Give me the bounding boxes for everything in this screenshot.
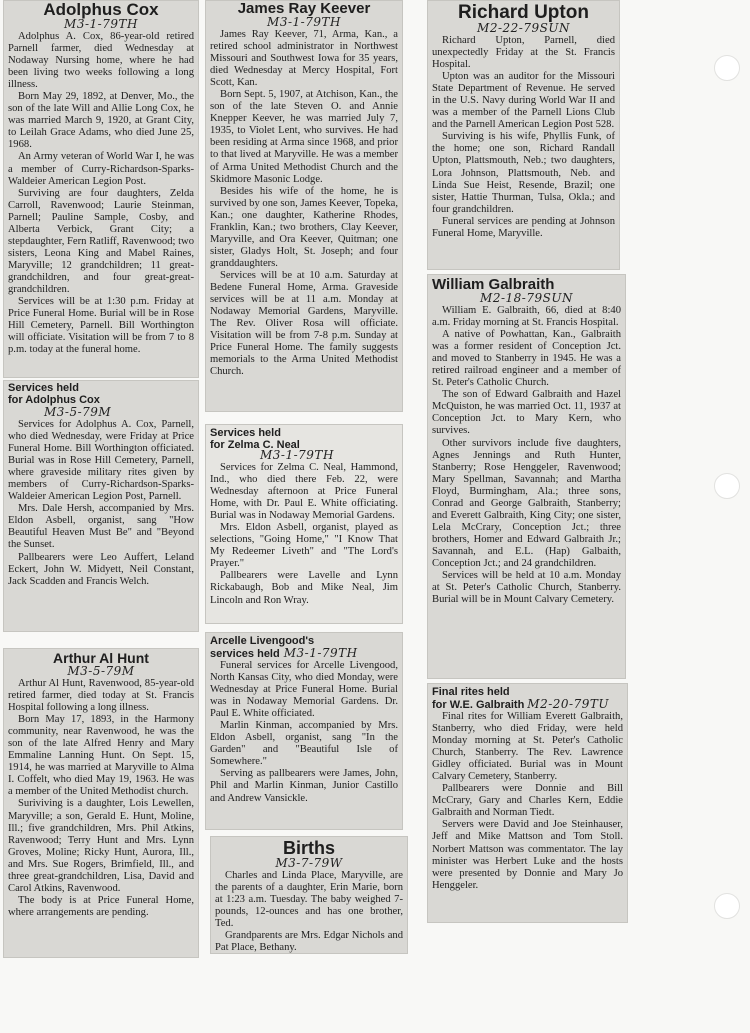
paragraph: Upton was an auditor for the Missouri State Department of Revenue. He served in the U.S. Navy during World War II and was a member of the Parnell Lions Club and the Parnell American Legion Post 528. <box>432 71 615 131</box>
punch-hole-middle <box>714 473 740 499</box>
paragraph: Pallbearers were Leo Auffert, Leland Eckert, John W. Midyett, Neil Constant, Jack Scadden and Francis Welch. <box>8 551 194 587</box>
handwritten-date: M3-5-79M <box>67 664 135 678</box>
paragraph: Grandparents are Mrs. Edgar Nichols and Pat Place, Bethany. <box>215 930 403 954</box>
headline-line: services held <box>210 648 280 660</box>
clipping-galbraith-rites <box>427 683 628 923</box>
clipping-keever-obituary <box>205 0 403 412</box>
paragraph: Arthur Al Hunt, Ravenwood, 85-year-old retired farmer, died today at St. Francis Hospital following a long illness. <box>8 678 194 714</box>
handwritten-date: M3-1-79TH <box>260 448 334 462</box>
paragraph: Charles and Linda Place, Maryville, are the parents of a daughter, Erin Marie, born at 1:23 a.m. Tuesday. The baby weighed 7-pounds, 12-ounces and has one brother, Ted. <box>215 870 403 930</box>
paragraph: Born May 29, 1892, at Denver, Mo., the son of the late Will and Allie Long Cox, he was married March 9, 1920, at Grant City, to Leilah Grace Adams, who died June 25, 1968. <box>8 91 194 151</box>
handwritten-date: M3-1-79TH <box>283 646 358 660</box>
paragraph: Final rites for William Everett Galbraith, Stanberry, who died Friday, were held Monday morning at St. Peter's Catholic Church, Stanberry. The Rev. Lawrence Gidley officiated. Burial was in Mount Calvary Cemetery, Stanberry. <box>432 711 623 783</box>
paragraph: Surviving is his wife, Phyllis Funk, of the home; one son, Richard Randall Upton, Plattsmouth, Neb.; two daughters, Lora Johnson, Plattsmouth, Neb. and Linda Sue Heist, Resende, Brazil; one sister, Hattie Thurman, Tulsa, Okla.; and four grandchildren. <box>432 131 615 215</box>
paragraph: Services will be at 1:30 p.m. Friday at Price Funeral Home. Burial will be in Rose Hill Cemetery, Parnell. Bill Worthington will officiate. Visitation will be from 7 to 8 p.m. today at the funeral home. <box>8 296 194 356</box>
paragraph: Mrs. Eldon Asbell, organist, played as selections, "Going Home," "I Know That My Redeemer Liveth" and "The Lord's Prayer." <box>210 522 398 570</box>
paragraph: Pallbearers were Lavelle and Lynn Rickabaugh, Bob and Mike Neal, Jim Lincoln and Ron Wray. <box>210 570 398 606</box>
headline: William Galbraith <box>432 276 555 293</box>
headline: Adolphus Cox <box>43 0 159 19</box>
headline-line: Services held <box>8 382 79 394</box>
handwritten-date: M3-7-79W <box>275 856 343 870</box>
headline-line: for Adolphus Cox <box>8 394 100 406</box>
paragraph: Besides his wife of the home, he is survived by one son, James Keever, Topeka, Kan.; one daughter, Katherine Rhodes, Franklin, Kan.; two brothers, Clay Keever, Maryville, and Ora Keever, Quitman; one sister, Gladys Holt, St. Joseph; and four granddaughters. <box>210 185 398 269</box>
paragraph: Services will be held at 10 a.m. Monday at St. Peter's Catholic Church, Stanberry. Burial will be in Mount Calvary Cemetery. <box>432 570 621 606</box>
headline-line: Services held <box>210 427 281 439</box>
clipping-cox-services <box>3 380 199 632</box>
headline: Births <box>282 838 335 858</box>
clipping-cox-obituary <box>3 0 199 378</box>
headline-line: Arcelle Livengood's <box>210 635 315 647</box>
paragraph: Services will be at 10 a.m. Saturday at Bedene Funeral Home, Arma. Graveside services will be at 11 a.m. Monday at Nodaway Memorial Gardens, Maryville. The Rev. Oliver Rosa will officiate. Visitation will be from 7-8 p.m. Sunday at Price Funeral Home. The family suggests memorials to the Arma United Methodist Church. <box>210 269 398 378</box>
paragraph: Marlin Kinman, accompanied by Mrs. Eldon Asbell, organist, sang "In the Garden" and "Beautiful Isle of Somewhere." <box>210 720 398 768</box>
paragraph: Other survivors include five daughters, Agnes Jennings and Ruth Hunter, Stanberry; Rose Henggeler, Ravenwood; Mary Spellman, Savannah; and Martha Floyd, Burmingham, Ala.; three sons, Conrad and George Galbraith, Stanberry; and Everett Galbraith, King City; one sister, Lela McCrary, Conception Jct.; three brothers, Homer and Edward Galbraith Jr.; Savannah, and E.L. (Hap) Galbaith, Conception Jct.; and 24 grandchildren. <box>432 437 621 569</box>
clipping-hunt-obituary <box>3 648 199 958</box>
paragraph: Servers were David and Joe Steinhauser, Jeff and Mike Mattson and Tom Stoll. Norbert Mattson was commentator. The lay minister was Herbert Luke and the hosts were presented by Donnie and Mary Jo Henggeler. <box>432 819 623 891</box>
paragraph: Mrs. Dale Hersh, accompanied by Mrs. Eldon Asbell, organist, sang "How Beautiful Heaven Must Be" and "Beyond the Sunset. <box>8 503 194 551</box>
paragraph: Services for Adolphus A. Cox, Parnell, who died Wednesday, were Friday at Price Funeral Home. Bill Worthington officiated. Burial was in Rose Hill Cemetery, Parnell, where graveside military rites given by members of Curry-Richardson-Sparks-Waldeier American Legion Post, Parnell. <box>8 419 194 503</box>
punch-hole-bottom <box>714 893 740 919</box>
paragraph: Surviving are four daughters, Zelda Carroll, Ravenwood; Laurie Steinman, Parnell; Pauline Sample, Cosby, and Alberta Verbick, Grant City; a stepdaughter, Fern Ratliff, Ravenwood; two sisters, Leona King and Mabel Raines, Maryville; 12 grandchildren; 11 great-grandchildren, and four great-great-grandchildren. <box>8 187 194 295</box>
headline: Arthur Al Hunt <box>53 650 149 666</box>
paragraph: The body is at Price Funeral Home, where arrangements are pending. <box>8 894 194 918</box>
headline-line: for W.E. Galbraith <box>432 699 525 711</box>
handwritten-date: M3-1-79TH <box>64 17 138 31</box>
handwritten-date: M2-22-79SUN <box>477 21 570 35</box>
paragraph: Adolphus A. Cox, 86-year-old retired Parnell farmer, died Wednesday at Nodaway Nursing home, where he had been living two weeks following a long illness. <box>8 31 194 91</box>
handwritten-date: M3-1-79TH <box>267 15 341 29</box>
handwritten-date: M3-5-79M <box>44 405 112 419</box>
clipping-livengood-services <box>205 632 403 830</box>
headline-line: Final rites held <box>432 686 510 698</box>
paragraph: The son of Edward Galbraith and Hazel McQuiston, he was married Oct. 11, 1937 at Conception Jct. to Mary Kern, who survives. <box>432 389 621 437</box>
clipping-galbraith-obituary <box>427 274 626 679</box>
paragraph: An Army veteran of World War I, he was a member of Curry-Richardson-Sparks-Waldeier American Legion Post. <box>8 151 194 187</box>
paragraph: Funeral services are pending at Johnson Funeral Home, Maryville. <box>432 215 615 239</box>
paragraph: Pallbearers were Donnie and Bill McCrary, Gary and Charles Kern, Eddie Galbraith and Norman Tiedt. <box>432 783 623 819</box>
headline: James Ray Keever <box>237 0 371 17</box>
paragraph: Funeral services for Arcelle Livengood, North Kansas City, who died Monday, were Wednesday at Price Funeral Home. Burial was in Nodaway Memorial Gardens. Dr. Paul E. White officiated. <box>210 660 398 720</box>
paragraph: William E. Galbraith, 66, died at 8:40 a.m. Friday morning at St. Francis Hospital. <box>432 305 621 329</box>
punch-hole-top <box>714 55 740 81</box>
headline: Richard Upton <box>458 2 589 23</box>
clipping-births <box>210 836 408 954</box>
headline-line: for Zelma C. Neal <box>210 439 300 451</box>
handwritten-date: M2-20-79TU <box>527 697 609 711</box>
paragraph: A native of Powhattan, Kan., Galbraith was a former resident of Conception Jct. and moved to Stanberry in 1945. He was a retired railroad engineer and a member of St. Peter's Catholic Church. <box>432 329 621 389</box>
paragraph: Born May 17, 1893, in the Harmony community, near Ravenwood, he was the son of the late Alfred Henry and Mary Emmaline Lanning Hunt. On Sept. 15, 1914, he was married at Maryville to Alma I. Coffelt, who died May 19, 1963. He was a member of the United Methodist church. <box>8 714 194 798</box>
paragraph: James Ray Keever, 71, Arma, Kan., a retired school administrator in Northwest Missouri and Southwest Iowa for 35 years, died Wednesday at Mercy Hospital, Fort Scott, Kan. <box>210 29 398 89</box>
clipping-upton-obituary <box>427 0 620 270</box>
paragraph: Suriviving is a daughter, Lois Lewellen, Maryville; a son, Gerald E. Hunt, Moline, Ill.; five grandchildren, Mrs. Phil Atkins, Ravenwood; Terry Hunt and Mrs. Lynn Groves, Moline; Ricky Hunt, Aurora, Ill., and Mrs. Sue Rogers, Brimfield, Ill., and three great-grandchildren, Lisa, David and Carol Atkins, Ravenwood. <box>8 798 194 894</box>
paragraph: Born Sept. 5, 1907, at Atchison, Kan., the son of the late Steven O. and Annie Knepper Keever, he was married July 7, 1935, to Violet Lent, who survives. He had been residing at Arma since 1968, and prior to that lived at Maryville. He was a member of Arma United Methodist Church and the Skidmore Masonic Lodge. <box>210 89 398 185</box>
handwritten-date: M2-18-79SUN <box>480 291 573 305</box>
paragraph: Services for Zelma C. Neal, Hammond, Ind., who died there Feb. 22, were Wednesday afternoon at Price Funeral Home, with Dr. Paul E. White officiating. Burial was in Nodaway Memorial Gardens. <box>210 462 398 522</box>
paragraph: Serving as pallbearers were James, John, Phil and Marlin Kinman, Junior Castillo and Andrew Vansickle. <box>210 768 398 804</box>
clipping-neal-services <box>205 424 403 624</box>
paragraph: Richard Upton, Parnell, died unexpectedly Friday at the St. Francis Hospital. <box>432 35 615 71</box>
